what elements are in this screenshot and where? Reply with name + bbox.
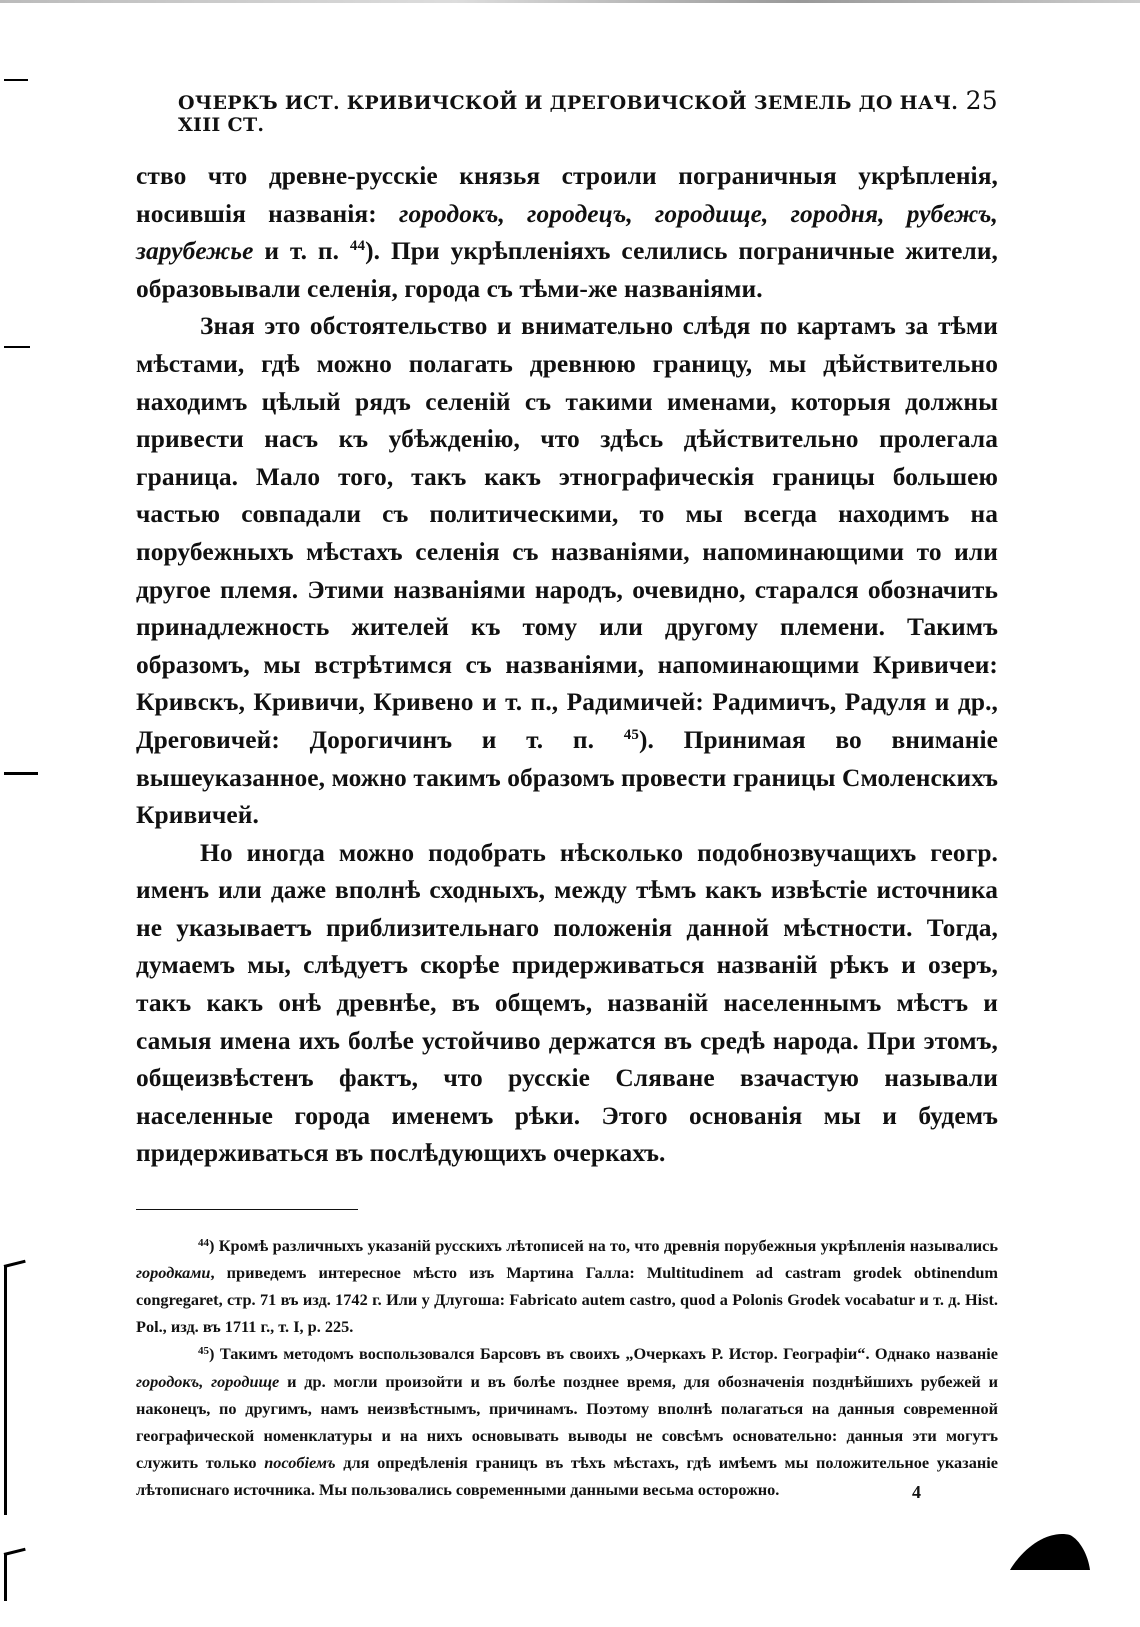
footnote-45: [136, 1340, 998, 1503]
signature-mark: 4: [912, 1482, 921, 1502]
page-content: [136, 86, 998, 1503]
footnote-ref-45[interactable]: 45: [623, 726, 639, 743]
text-run: и т. п.: [253, 237, 350, 266]
text-run: , приведемъ интересное мѣсто изъ Мартина Галла: Multitudinem ad castram grodek obtinendum congregaret, стр. 71 въ изд. 1742 г. Или у Длугоша: Fabricato autem castro, quod a Polonis Grodek vocabatur и т. д. Hist. Pol., изд. въ 1711 г., т. I, р. 225.: [136, 1263, 998, 1337]
text-run: ) Кромѣ различныхъ указаній русскихъ лѣтописей на то, что древнія порубежныя укрѣпленія назывались: [209, 1236, 998, 1256]
paragraph-1: [136, 158, 998, 308]
margin-mark: [4, 1265, 7, 1515]
italic-run: городокъ, городецъ, городище, городня, рубежъ, зарубежье: [136, 199, 998, 266]
footnote-mark: 44: [198, 1237, 209, 1250]
italic-run: городками: [136, 1263, 211, 1283]
text-run: Но иногда можно подобрать нѣсколько подобнозвучащихъ геогр. именъ или даже вполнѣ сходныхъ, между тѣмъ какъ извѣстіе источника не указываетъ приблизительнаго положенія данной мѣстности. Тогда, думаемъ мы, слѣдуетъ скорѣе придерживаться названій рѣкъ и озеръ, такъ какъ онѣ древнѣе, въ общемъ, названій населеннымъ мѣстъ и самыя имена ихъ болѣе устойчиво держатся въ средѣ народа. При этомъ, общеизвѣстенъ фактъ, что русскіе Сляване взачастую называли населенные города именемъ рѣки. Этого основанія мы и будемъ придерживаться въ послѣдующихъ очеркахъ.: [136, 838, 998, 1168]
paragraph-2: [136, 308, 998, 834]
text-run: для опредѣленія границъ въ тѣхъ мѣстахъ, гдѣ имѣемъ мы положительное указаніе лѣтописнаго источника. Мы пользовались современными данными весьма осторожно.: [136, 1452, 998, 1499]
margin-mark: [4, 1553, 7, 1601]
footnote-ref-44[interactable]: 44: [349, 238, 366, 255]
running-header: [178, 86, 998, 136]
text-run: ). Принимая во вниманіе вышеуказанное, можно такимъ образомъ провести границы Смоленскихъ Кривичей.: [136, 725, 998, 830]
margin-mark: [4, 1548, 26, 1556]
margin-mark: [4, 1260, 26, 1268]
text-run: и др. могли произойти и въ болѣе позднее время, для обозначенія позднѣйшихъ рубежей и наконецъ, по другимъ, намъ неизвѣстнымъ, причинамъ. Поэтому вполнѣ полагаться на данныя современной географической номенклатуры и на нихъ основывать выводы не совсѣмъ основательно: данныя эти могутъ служить только: [136, 1371, 998, 1472]
footnote-separator: [136, 1209, 358, 1210]
text-run: ). При укрѣпленіяхъ селились пограничные жители, образовывали селенія, города съ тѣми-же названіями.: [136, 237, 998, 303]
text-run: ) Такимъ методомъ воспользовался Барсовъ въ своихъ „Очеркахъ Р. Истор. Географіи“. Однако названіе: [209, 1344, 998, 1364]
footnote-44: [136, 1232, 998, 1340]
margin-mark: [4, 772, 38, 775]
text-run: ство что древне-русскіе князья строили пограничныя укрѣпленія, носившія названія:: [136, 162, 998, 228]
italic-run: пособіемъ: [264, 1452, 336, 1472]
header-title: ОЧЕРКЪ ИСТ. КРИВИЧСКОЙ И ДРЕГОВИЧСКОЙ ЗЕМЕЛЬ ДО НАЧ. XIII СТ.: [178, 92, 959, 136]
text-run: Зная это обстоятельство и внимательно слѣдя по картамъ за тѣми мѣстами, гдѣ можно полагать древнюю границу, мы дѣйствительно находимъ цѣлый рядъ селеній съ такими именами, которыя должны привести насъ къ убѣжденію, что здѣсь дѣйствительно пролегала граница. Мало того, такъ какъ этнографическія границы большею частью совпадали съ политическими, то мы всегда находимъ на порубежныхъ мѣстахъ селенія съ названіями, напоминающими то или другое племя. Этими названіями народъ, очевидно, старался обозначить принадлежность жителей къ тому или другому племени. Такимъ образомъ, мы встрѣтимся съ названіями, напоминающими Кривичеи: Кривскъ, Кривичи, Кривено и т. п., Радимичей: Радимичъ, Радуля и др., Дреговичей: Дорогичинъ и т. п.: [136, 312, 998, 754]
italic-run: городокъ, городище: [136, 1371, 280, 1391]
scan-corner-shadow: [1010, 1525, 1090, 1575]
margin-mark: [4, 346, 30, 348]
paragraph-3: [136, 835, 998, 1173]
page-number: 25: [965, 86, 998, 115]
margin-mark: [4, 79, 28, 81]
footnote-mark: 45: [198, 1345, 209, 1358]
scan-top-edge: [0, 0, 1140, 3]
